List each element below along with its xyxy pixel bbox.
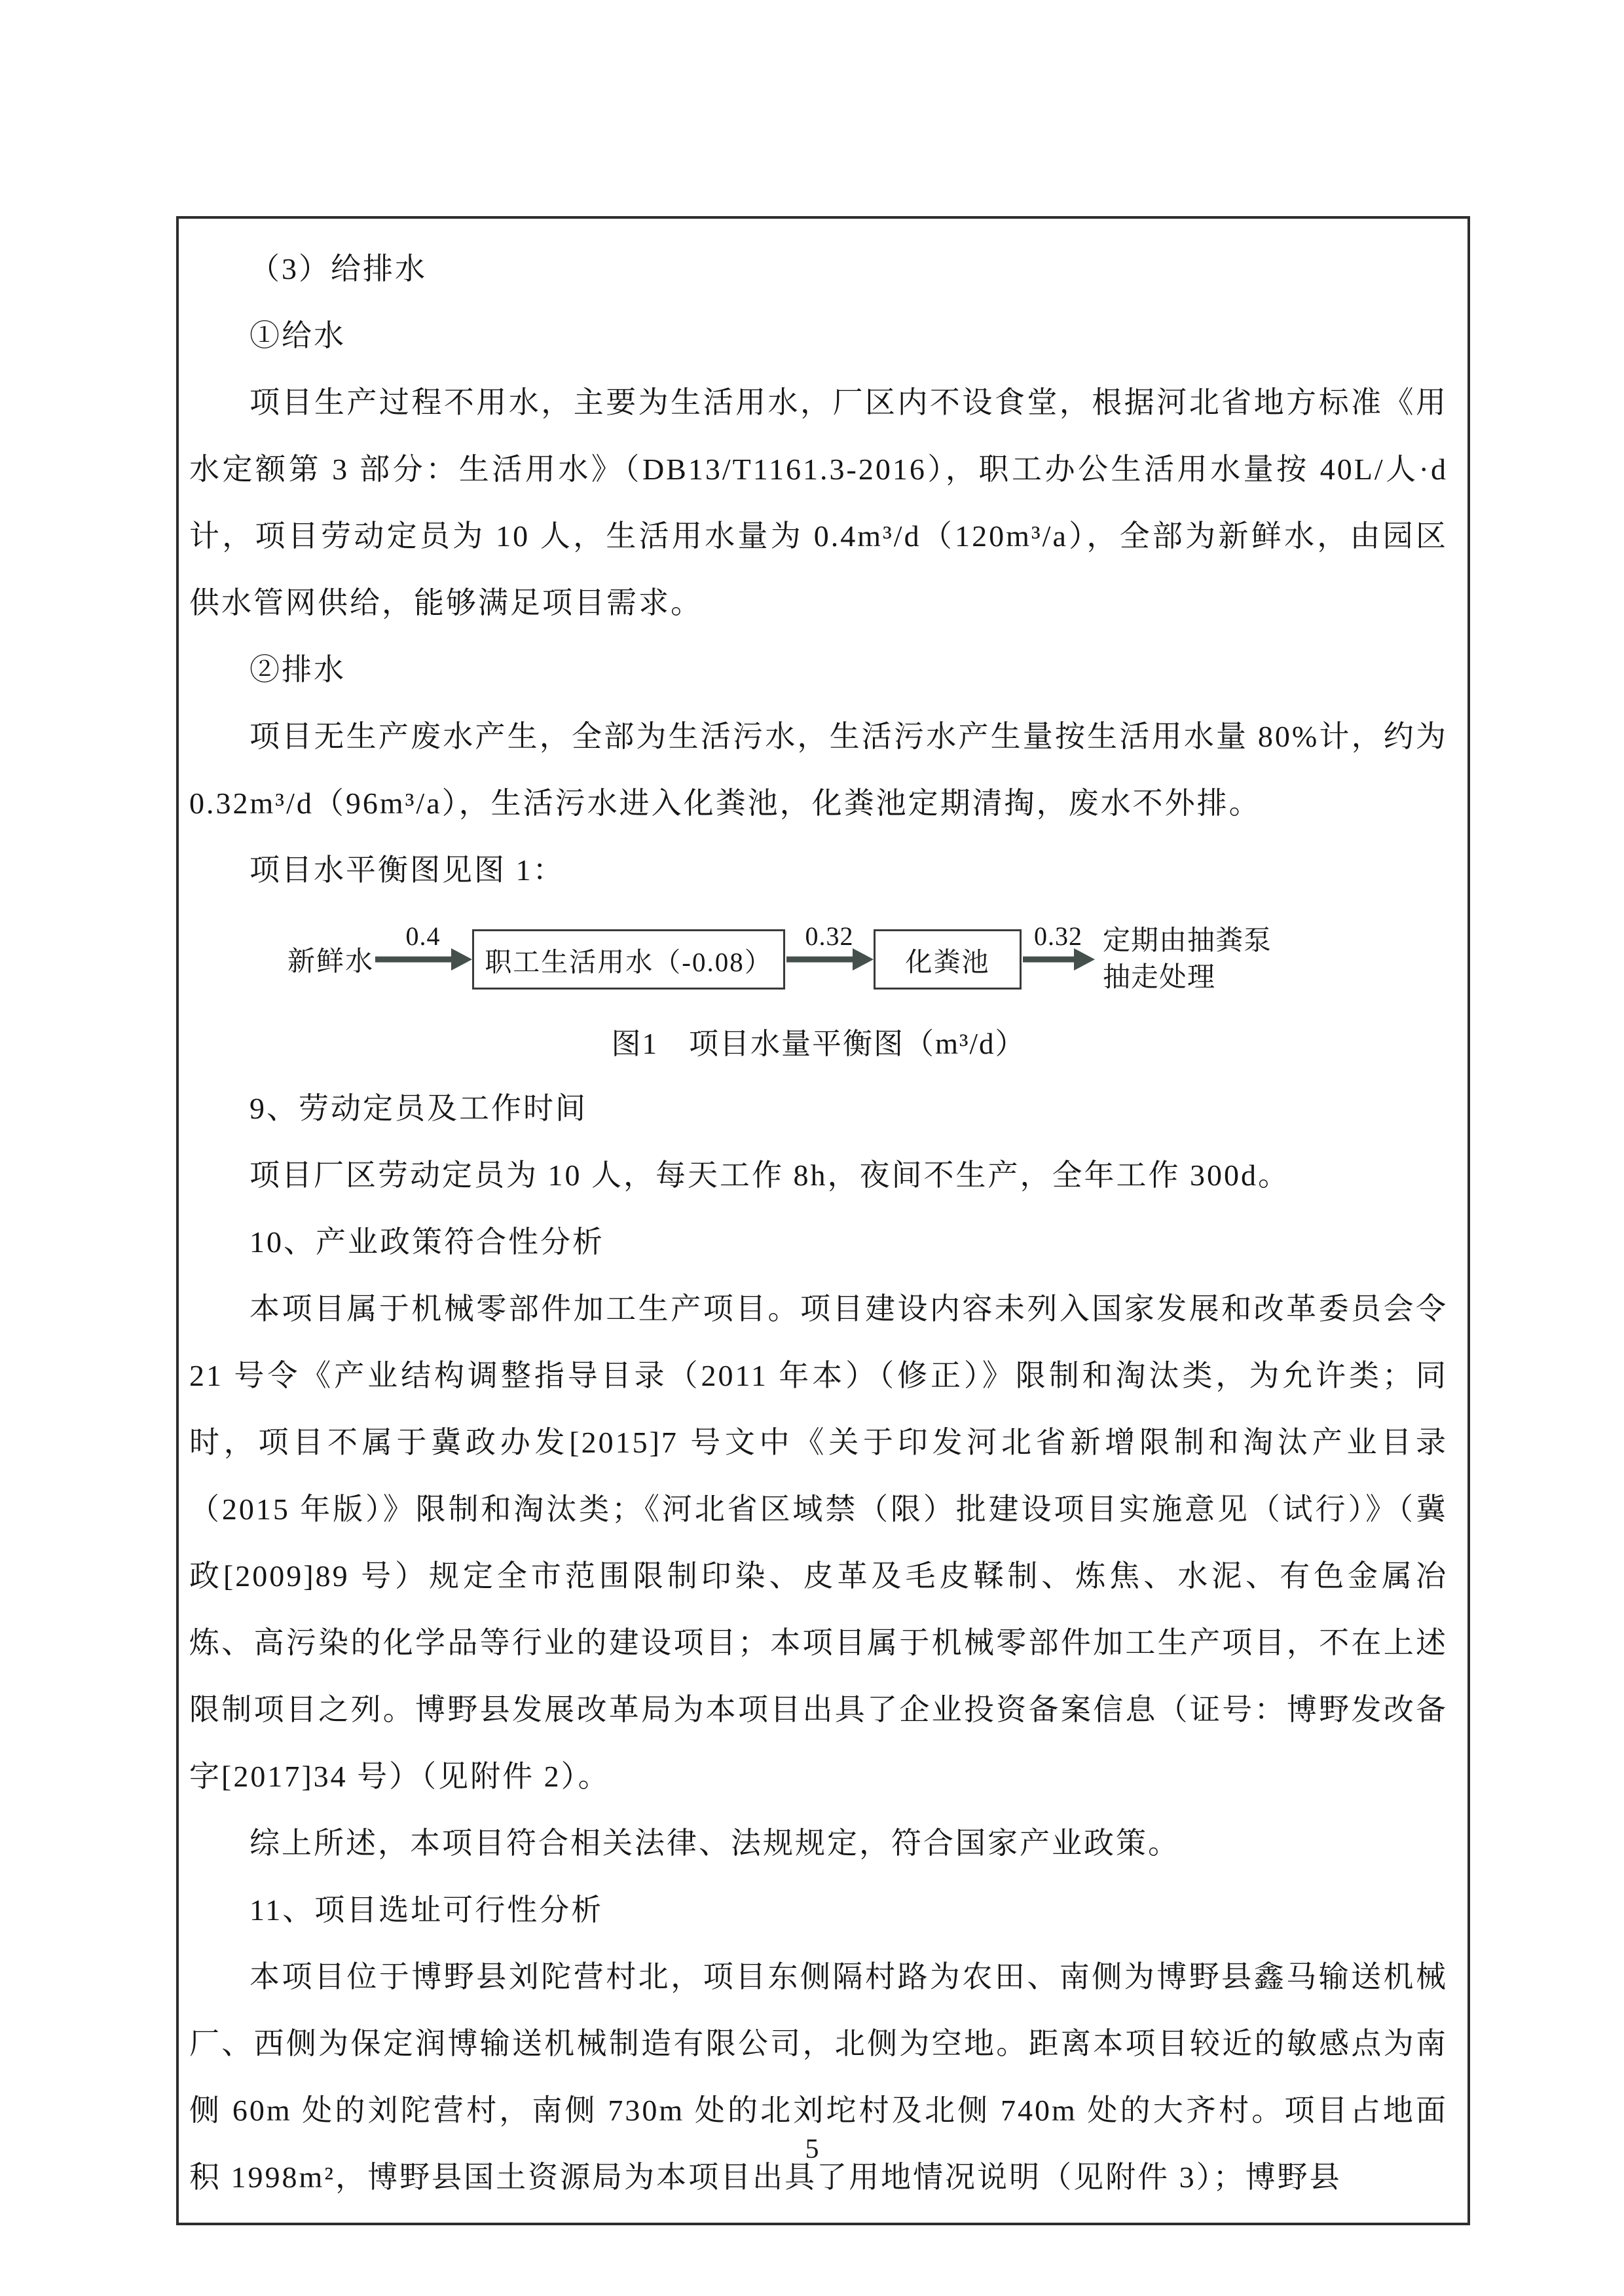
figure-caption: 图1 项目水量平衡图（m³/d）	[611, 1028, 1026, 1060]
arrow-head-icon	[853, 948, 874, 971]
outlet-line-1: 定期由抽粪泵	[1103, 926, 1272, 956]
diagram-box-domestic-water: 职工生活用水（-0.08）	[472, 929, 785, 990]
flow-arrow-3	[1022, 914, 1095, 1005]
page-number: 5	[805, 2134, 819, 2164]
para-site-selection: 本项目位于博野县刘陀营村北，项目东侧隔村路为农田、南侧为博野县鑫马输送机械厂、西侧为保定润博输送机械制造有限公司，北侧为空地。距离本项目较近的敏感点为南侧 60m 处的刘陀营村，南侧 730m 处的北刘坨村及北侧 740m 处的大齐村。项目占地面积 1998m²，博野县国土资源局为本项目出具了用地情况说明（见附件 3）；博野县	[189, 1960, 1448, 2194]
para-staffing: 项目厂区劳动定员为 10 人，每天工作 8h，夜间不生产，全年工作 300d。	[249, 1158, 1290, 1192]
flow-value-1: 0.4	[405, 921, 441, 951]
diagram-box-septic-tank: 化粪池	[874, 929, 1022, 990]
para-policy-conclusion: 综上所述，本项目符合相关法律、法规规定，符合国家产业政策。	[249, 1826, 1180, 1860]
arrow-head-icon	[1074, 948, 1095, 971]
arrow-shaft	[786, 957, 854, 963]
subheading-drainage: ②排水	[249, 653, 346, 686]
heading-staffing-work-hours: 9、劳动定员及工作时间	[249, 1092, 587, 1125]
flow-value-2: 0.32	[805, 921, 854, 951]
flow-arrow-2	[785, 914, 874, 1005]
para-water-supply: 项目生产过程不用水，主要为生活用水，厂区内不设食堂，根据河北省地方标准《用水定额第 3 部分：生活用水》（DB13/T1161.3-2016），职工办公生活用水量按 40L/人·d 计，项目劳动定员为 10 人，生活用水量为 0.4m³/d（120m³/a），全部为新鲜水，由园区供水管网供给，能够满足项目需求。	[189, 386, 1448, 620]
diagram-source-label: 新鲜水	[287, 947, 375, 977]
water-balance-diagram	[287, 910, 1448, 1009]
heading-site-selection: 11、项目选址可行性分析	[249, 1893, 604, 1927]
para-industrial-policy: 本项目属于机械零部件加工生产项目。项目建设内容未列入国家发展和改革委员会令 21 号令《产业结构调整指导目录（2011 年本）（修正）》限制和淘汰类，为允许类；同时，项目不属于冀政办发[2015]7 号文中《关于印发河北省新增限制和淘汰产业目录（2015 年版）》限制和淘汰类；《河北省区域禁（限）批建设项目实施意见（试行）》（冀政[2009]89 号）规定全市范围限制印染、皮革及毛皮鞣制、炼焦、水泥、有色金属冶炼、高污染的化学品等行业的建设项目；本项目属于机械零部件加工生产项目，不在上述限制项目之列。博野县发展改革局为本项目出具了企业投资备案信息（证号：博野发改备字[2017]34 号）（见附件 2）。	[189, 1292, 1448, 1793]
para-drainage: 项目无生产废水产生，全部为生活污水，生活污水产生量按生活用水量 80%计，约为 0.32m³/d（96m³/a），生活污水进入化粪池，化粪池定期清掏，废水不外排。	[189, 720, 1448, 820]
para-water-balance-intro: 项目水平衡图见图 1：	[249, 853, 565, 887]
arrow-shaft	[375, 957, 452, 963]
report-table-cell	[176, 216, 1470, 2225]
flow-arrow-1	[374, 914, 472, 1005]
diagram-outlet-label	[1103, 923, 1272, 996]
flow-value-3: 0.32	[1034, 921, 1083, 951]
outlet-line-2: 抽走处理	[1103, 963, 1216, 993]
arrow-shaft	[1023, 957, 1075, 963]
arrow-head-icon	[451, 948, 472, 971]
heading-water-supply-drainage: （3）给排水	[249, 252, 427, 286]
heading-industrial-policy: 10、产业政策符合性分析	[249, 1225, 604, 1259]
subheading-water-supply: ①给水	[249, 319, 346, 352]
